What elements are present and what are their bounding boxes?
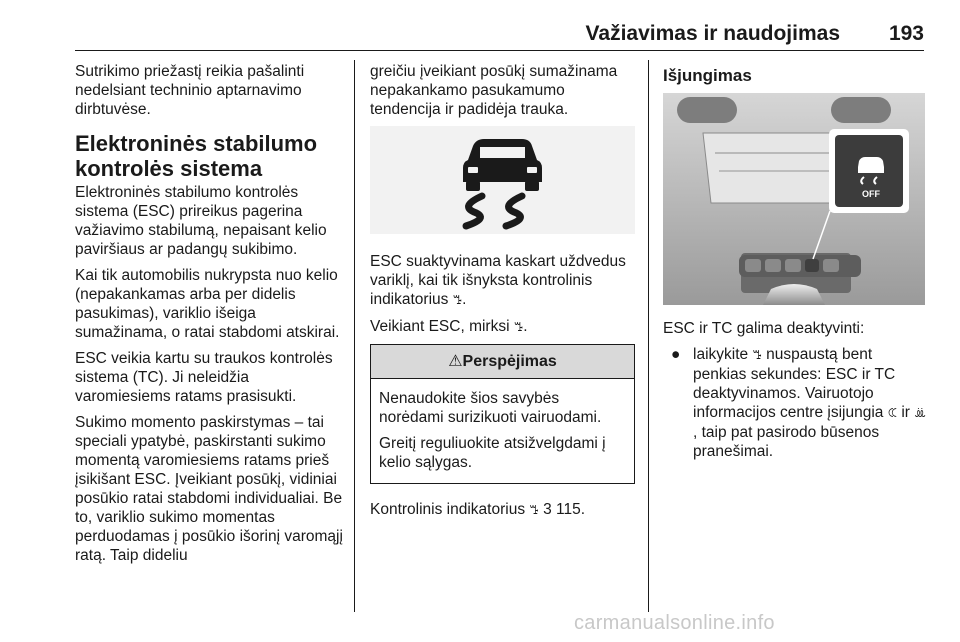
warning-box [370,344,635,484]
paragraph: Kontrolinis indikatorius ꔤ 3 115. [370,501,586,518]
warning-text: Greitį reguliuokite atsižvelgdami į kelio sąlygas. [379,435,606,471]
tc-indicator-icon: ꔣ [914,406,927,420]
console-illustration [663,93,925,305]
skidding-car-icon [370,126,635,234]
center-console-photo [663,93,925,305]
esc-indicator-icon: ꔤ [513,320,524,334]
esc-off-button-label: OFF [862,189,880,199]
paragraph: Elektroninės stabilumo kontrolės sistema (ESC) prireikus pagerina važiavimo stabilumą, nepaisant kelio paviršiaus ar padangų sukibimo. [75,184,327,258]
page-reference-arrow-icon: 3 [543,501,552,518]
paragraph: greičiu įveikiant posūkį sumažinama nepakankamo pasukamumo tendencija ir padidėja trauka. [370,63,618,118]
warning-text: Nenaudokite šios savybės norėdami surizikuoti vairuodami. [379,390,602,426]
column-1 [75,62,343,572]
esc-indicator-icon: ꔤ [529,503,539,517]
paragraph: ESC suaktyvinama kaskart uždvedus variklį, kai tik išnyksta kontrolinis indikatorius ꔤ. [370,253,626,308]
subsection-title: Išjungimas [663,66,752,85]
header-rule [75,50,924,51]
section-title: Elektroninės stabilumo kontrolės sistema [75,131,318,181]
list-item: ● laikykite ꔤ nuspaustą bent penkias sekundes: ESC ir TC deaktyvinamos. Vairuotojo informacijos centre įsijungia ꕆ ir ꔣ, taip pat pasirodo būsenos pranešimai. [671,346,927,460]
column-divider [354,60,355,612]
esc-indicator-icon: ꔤ [752,348,762,362]
paragraph: Kai tik automobilis nukrypsta nuo kelio (nepakankamas arba per didelis pasukimas), variklio išeiga sumažinama, o ratai stabdomi atskirai. [75,267,340,341]
esc-indicator-figure [370,126,635,234]
intro-paragraph: Sutrikimo priežastį reikia pašalinti nedelsiant techninio aptarnavimo dirbtuvėse. [75,63,305,118]
paragraph: ESC ir TC galima deaktyvinti: [663,320,865,337]
column-2 [370,62,635,527]
esc-off-indicator-icon: ꕆ [887,406,898,420]
warning-title: Perspėjimas [462,353,557,370]
column-divider [648,60,649,612]
bullet-list [663,345,928,461]
watermark: carmanualsonline.info [574,612,775,634]
page-reference: 115. [556,501,586,518]
page-number: 193 [888,22,924,45]
esc-indicator-icon: ꔤ [452,293,463,307]
warning-body [371,379,634,483]
bullet-icon: ● [671,346,681,363]
paragraph: Sukimo momento paskirstymas – tai speciali ypatybė, paskirstanti sukimo momentą varomiesiems ratams prieš įsikišant ESC. Įveikiant posūkį, vidiniai posūkio ratai stabdomi individualiai. Be to, variklio sukimo momentas perduodamas į posūkio išorinį varomąjį ratą. Taip dideliu [75,414,343,564]
paragraph: ESC veikia kartu su traukos kontrolės sistema (TC). Ji neleidžia varomiesiems ratams prasisukti. [75,350,333,405]
column-3 [663,62,928,461]
warning-header [371,345,634,379]
page-header-title: Važiavimas ir naudojimas [585,22,840,45]
paragraph: Veikiant ESC, mirksi ꔤ. [370,318,528,335]
warning-icon: ⚠ [448,353,463,370]
